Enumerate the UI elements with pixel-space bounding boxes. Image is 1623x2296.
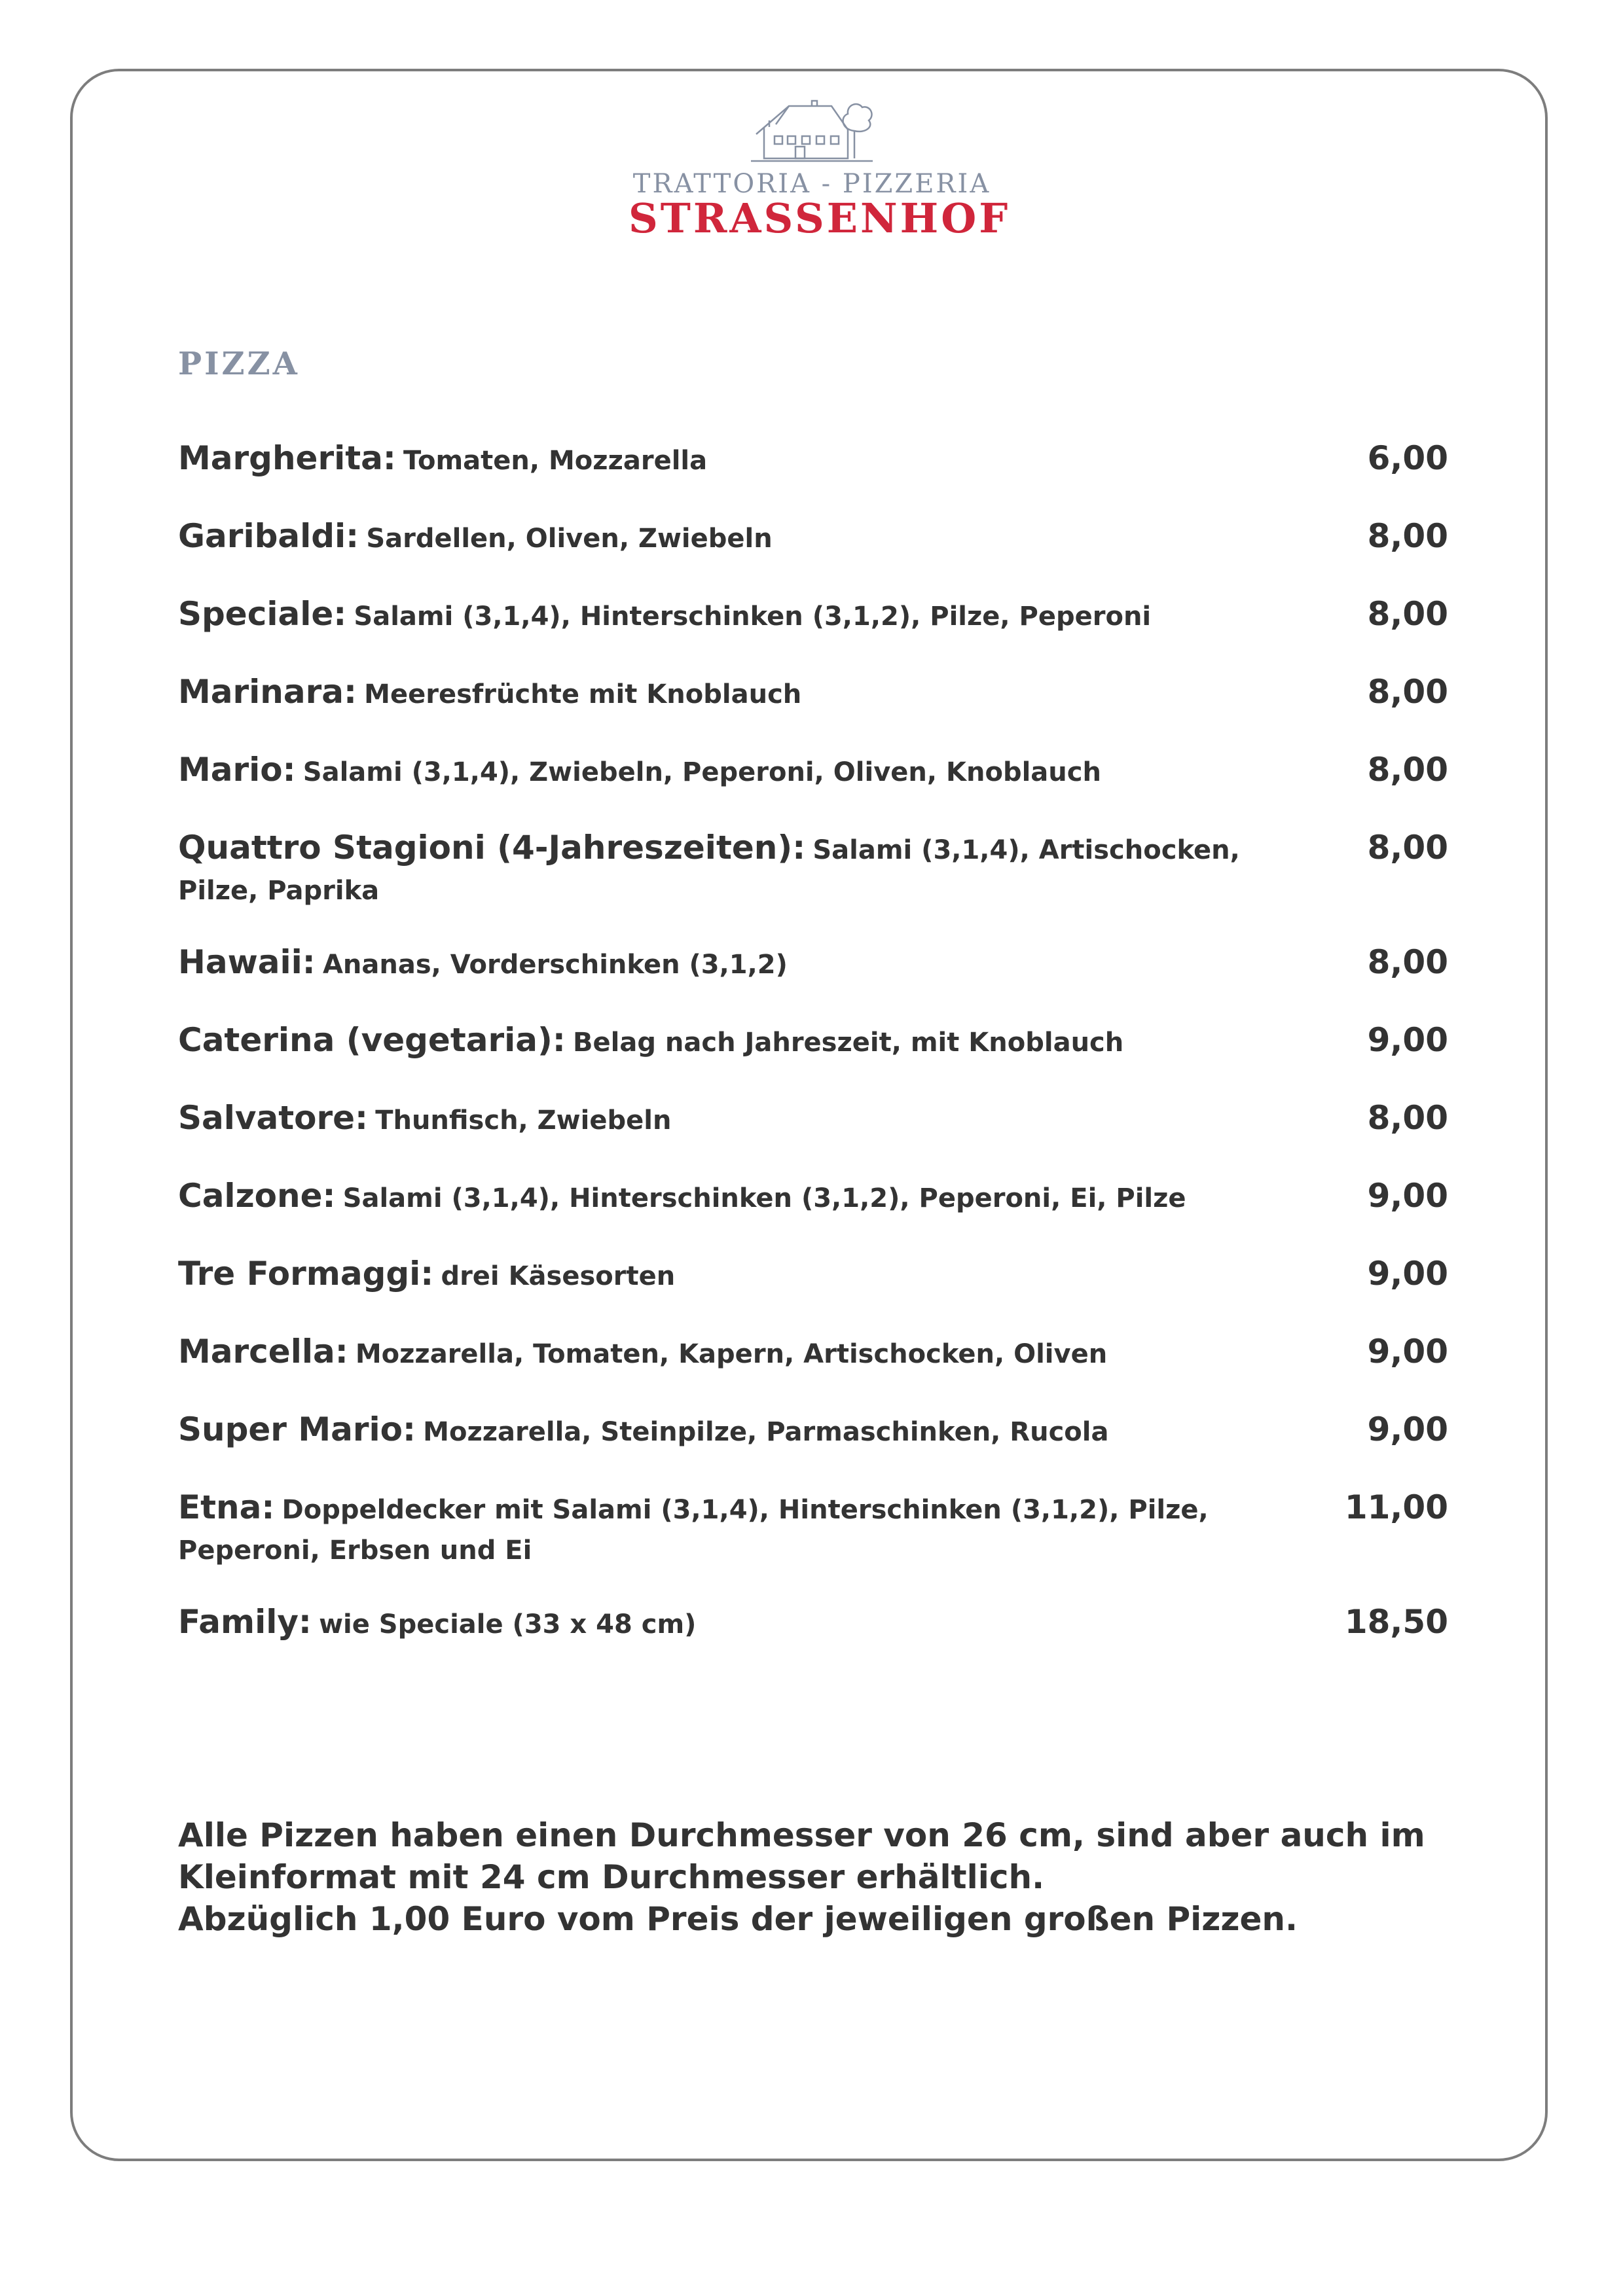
item-name: Tre Formaggi: [178, 1255, 434, 1293]
item-name: Garibaldi: [178, 517, 359, 555]
house-tree-icon [750, 98, 874, 167]
menu-item-family [178, 1604, 1448, 1647]
item-price: 9,00 [1367, 1021, 1448, 1059]
item-name: Speciale: [178, 595, 347, 633]
menu-item-etna [178, 1490, 1448, 1573]
section-title: PIZZA [178, 346, 300, 382]
item-description: drei Käsesorten [441, 1261, 676, 1291]
logo-name: STRASSENHOF [629, 194, 1011, 242]
footer-note-line: Alle Pizzen haben einen Durchmesser von 26 cm, sind aber auch im [178, 1816, 1425, 1854]
menu-item-mario [178, 752, 1448, 795]
item-description: Ananas, Vorderschinken (3,1,2) [322, 950, 788, 980]
item-price: 9,00 [1367, 1333, 1448, 1371]
item-name: Family: [178, 1603, 312, 1641]
menu-item-caterina [178, 1022, 1448, 1066]
item-price: 18,50 [1344, 1603, 1448, 1641]
item-name: Hawaii: [178, 943, 316, 981]
item-description: Mozzarella, Steinpilze, Parmaschinken, Rucola [423, 1417, 1109, 1447]
item-price: 8,00 [1367, 751, 1448, 789]
restaurant-logo [629, 98, 1011, 242]
item-name: Super Mario: [178, 1410, 416, 1448]
menu-item-marinara [178, 674, 1448, 717]
item-description: Meeresfrüchte mit Knoblauch [364, 679, 802, 709]
item-price: 8,00 [1367, 1099, 1448, 1137]
item-description: Salami (3,1,4), Artischocken, Pilze, Paprika [178, 835, 1240, 906]
item-price: 6,00 [1367, 439, 1448, 477]
item-name: Calzone: [178, 1177, 336, 1215]
footer-note-line: Abzüglich 1,00 Euro vom Preis der jeweiligen großen Pizzen. [178, 1900, 1298, 1938]
menu-item-quattro-stagioni [178, 830, 1448, 914]
item-description: Tomaten, Mozzarella [403, 446, 708, 476]
item-description: Belag nach Jahreszeit, mit Knoblauch [573, 1028, 1124, 1058]
menu-item-garibaldi [178, 518, 1448, 562]
item-description: wie Speciale (33 x 48 cm) [319, 1609, 697, 1640]
menu-item-tre-formaggi [178, 1256, 1448, 1299]
item-price: 9,00 [1367, 1410, 1448, 1448]
item-price: 8,00 [1367, 517, 1448, 555]
item-price: 8,00 [1367, 829, 1448, 867]
item-price: 8,00 [1367, 673, 1448, 711]
menu-item-salvatore [178, 1100, 1448, 1143]
item-description: Thunfisch, Zwiebeln [375, 1105, 672, 1136]
menu-item-calzone [178, 1178, 1448, 1221]
footer-note-line: Kleinformat mit 24 cm Durchmesser erhältlich. [178, 1858, 1045, 1896]
item-price: 11,00 [1344, 1488, 1448, 1526]
item-name: Marcella: [178, 1333, 348, 1371]
item-price: 8,00 [1367, 943, 1448, 981]
item-description: Salami (3,1,4), Hinterschinken (3,1,2), Pilze, Peperoni [354, 601, 1152, 632]
item-description: Sardellen, Oliven, Zwiebeln [366, 524, 773, 554]
item-name: Salvatore: [178, 1099, 369, 1137]
item-name: Marinara: [178, 673, 357, 711]
item-name: Margherita: [178, 439, 396, 477]
item-price: 8,00 [1367, 595, 1448, 633]
menu-item-marcella [178, 1334, 1448, 1377]
item-description: Salami (3,1,4), Zwiebeln, Peperoni, Oliven, Knoblauch [302, 757, 1101, 787]
menu-item-margherita [178, 440, 1448, 484]
item-name: Quattro Stagioni (4-Jahreszeiten): [178, 829, 806, 867]
item-price: 9,00 [1367, 1177, 1448, 1215]
item-price: 9,00 [1367, 1255, 1448, 1293]
menu-item-hawaii [178, 944, 1448, 988]
item-name: Mario: [178, 751, 296, 789]
item-name: Etna: [178, 1488, 275, 1526]
item-name: Caterina (vegetaria): [178, 1021, 566, 1059]
item-description: Doppeldecker mit Salami (3,1,4), Hinterschinken (3,1,2), Pilze, Peperoni, Erbsen und Ei [178, 1495, 1209, 1566]
footer-note [178, 1814, 1455, 1940]
menu-item-speciale [178, 596, 1448, 639]
menu-item-super-mario [178, 1412, 1448, 1455]
logo-subtitle: TRATTORIA - PIZZERIA [632, 169, 991, 199]
item-description: Salami (3,1,4), Hinterschinken (3,1,2), Peperoni, Ei, Pilze [342, 1183, 1186, 1213]
item-description: Mozzarella, Tomaten, Kapern, Artischocken, Oliven [355, 1339, 1108, 1369]
